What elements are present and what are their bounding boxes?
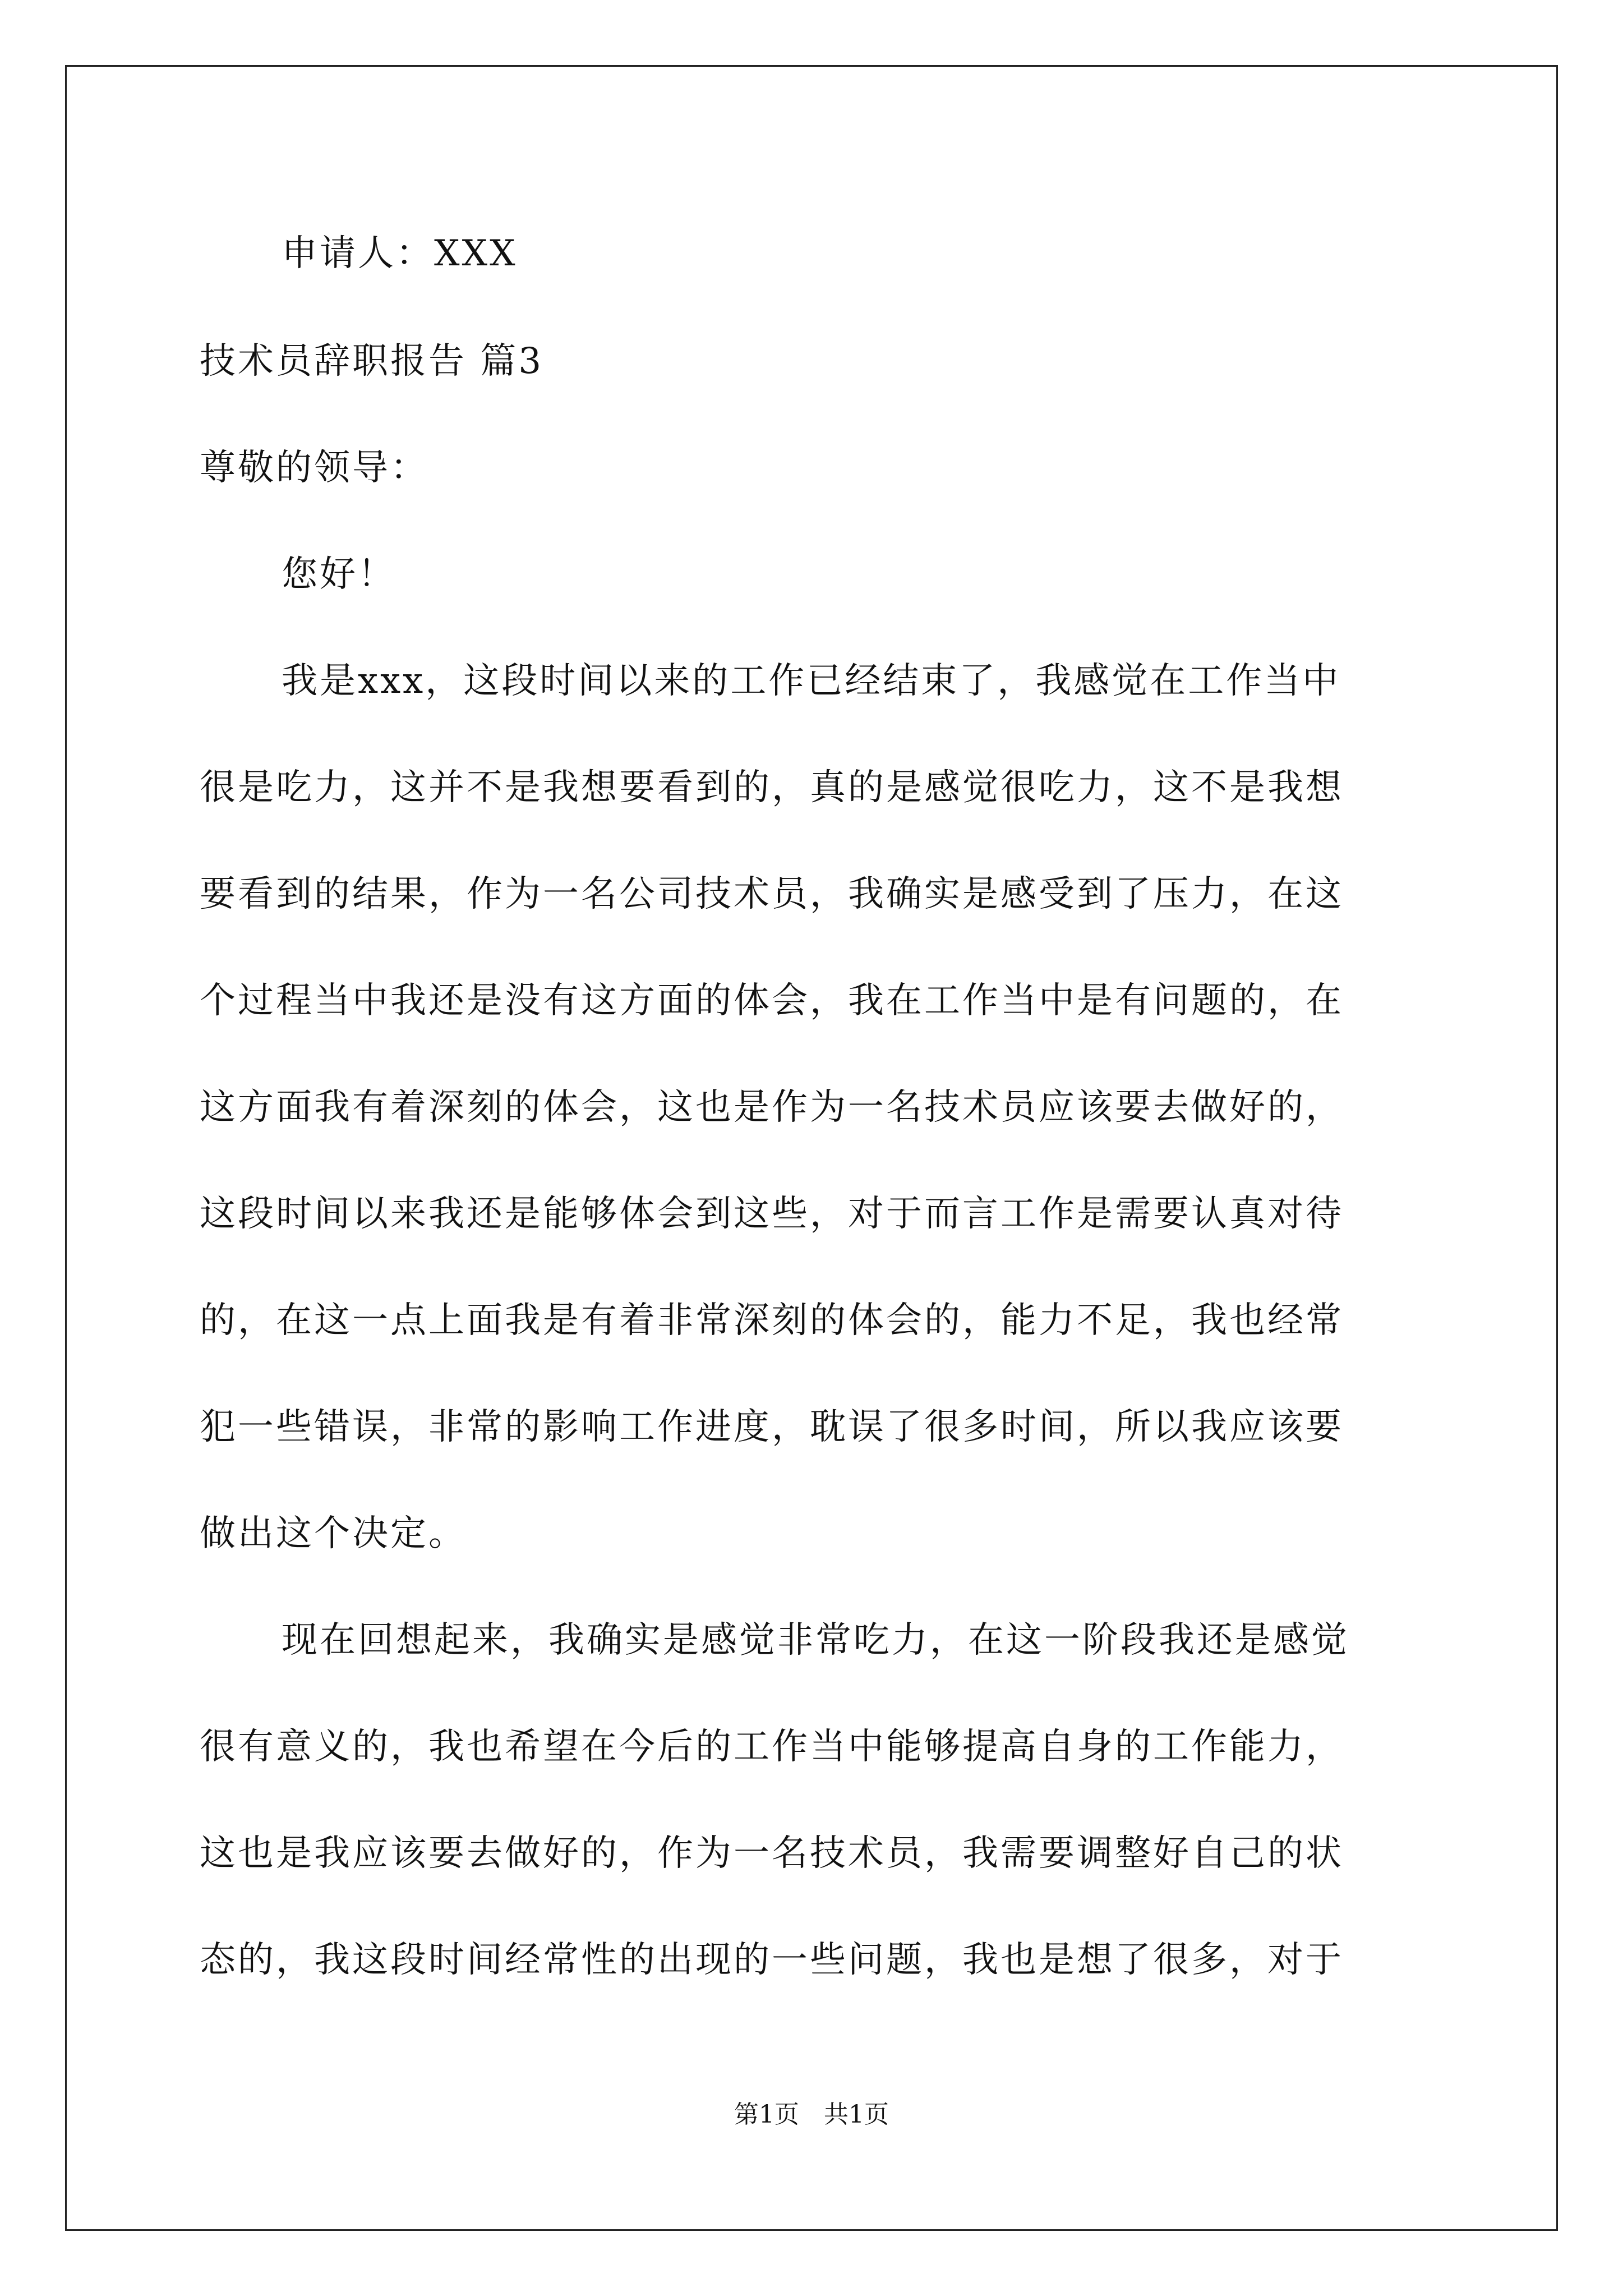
page-number-footer: 第1页 共1页 (734, 2100, 889, 2129)
paragraph-line: 我是xxx，这段时间以来的工作已经结束了，我感觉在工作当中 (282, 660, 1341, 702)
paragraph-line: 的，在这一点上面我是有着非常深刻的体会的，能力不足，我也经常 (200, 1300, 1344, 1341)
paragraph-line: 个过程当中我还是没有这方面的体会，我在工作当中是有问题的，在 (200, 980, 1344, 1022)
paragraph-line: 做出这个决定。 (200, 1513, 467, 1554)
greeting: 您好！ (282, 554, 396, 595)
paragraph-line: 现在回想起来，我确实是感觉非常吃力，在这一阶段我还是感觉 (282, 1619, 1349, 1661)
paragraph-line: 这方面我有着深刻的体会，这也是作为一名技术员应该要去做好的， (200, 1087, 1344, 1128)
paragraph-line: 很是吃力，这并不是我想要看到的，真的是感觉很吃力，这不是我想 (200, 767, 1344, 808)
paragraph-line: 态的，我这段时间经常性的出现的一些问题，我也是想了很多，对于 (200, 1939, 1344, 1981)
paragraph-line: 犯一些错误，非常的影响工作进度，耽误了很多时间，所以我应该要 (200, 1406, 1344, 1448)
paragraph-line: 很有意义的，我也希望在今后的工作当中能够提高自身的工作能力， (200, 1726, 1344, 1768)
paragraph-line: 这段时间以来我还是能够体会到这些，对于而言工作是需要认真对待 (200, 1193, 1344, 1235)
paragraph-line: 这也是我应该要去做好的，作为一名技术员，我需要调整好自己的状 (200, 1833, 1344, 1874)
salutation: 尊敬的领导： (200, 447, 428, 489)
paragraph-line: 要看到的结果，作为一名公司技术员，我确实是感受到了压力，在这 (200, 873, 1344, 915)
page-border (65, 65, 1558, 2231)
applicant-line: 申请人：XXX (282, 233, 518, 274)
section-title: 技术员辞职报告 篇3 (200, 341, 544, 382)
